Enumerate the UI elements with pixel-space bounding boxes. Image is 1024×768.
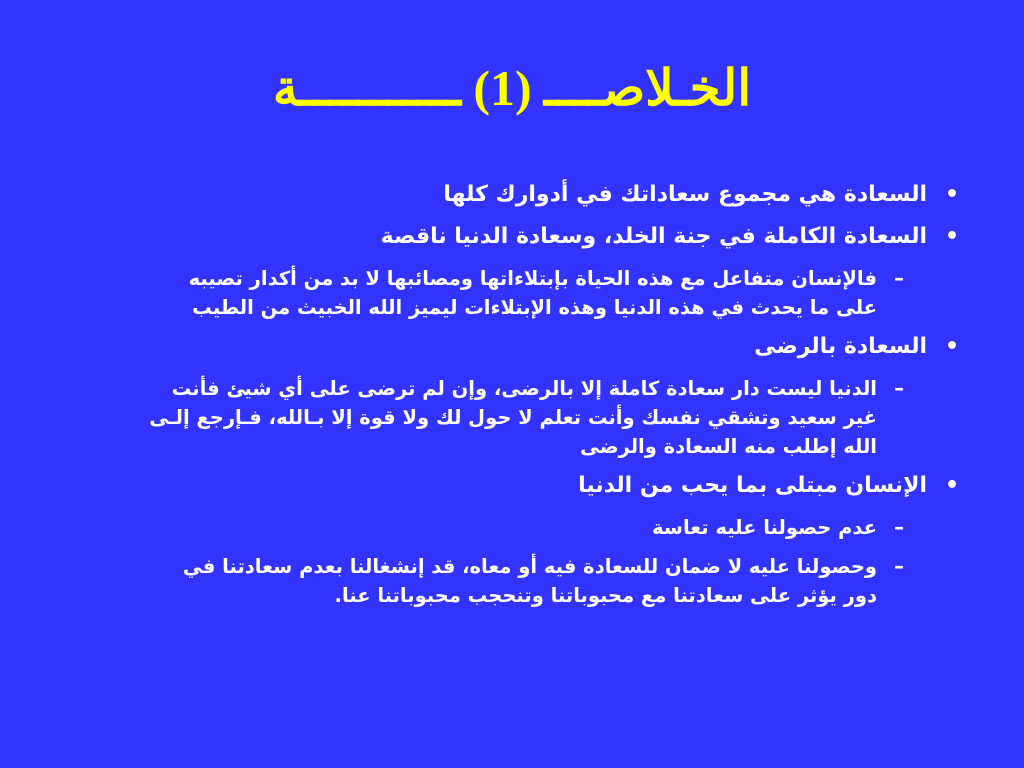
dash-icon: – [894,515,904,539]
dash-icon: – [894,266,904,290]
bullet-item [52,222,972,251]
bullet-text: الإنسان مبتلى بما يحب من الدنيا [578,473,927,498]
sub-bullet-item [52,552,972,610]
slide-content [52,180,972,620]
sub-bullet-line: وحصولنا عليه لا ضمان للسعادة فيه أو معاه، قد إنشغالنا بعدم سعادتنا في [182,555,877,578]
bullet-item [52,471,972,500]
sub-bullet-item [52,374,972,461]
sub-bullet-item [52,264,972,322]
bullet-text: السعادة الكاملة في جنة الخلد، وسعادة الدنيا ناقصة [380,224,927,249]
bullet-text: السعادة بالرضى [754,334,927,359]
bullet-icon: • [944,224,959,249]
bullet-icon: • [944,182,959,207]
sub-bullet-line: الله إطلب منه السعادة والرضى [580,435,877,458]
bullet-icon: • [944,334,959,359]
bullet-text: السعادة هي مجموع سعاداتك في أدوارك كلها [443,182,927,207]
bullet-item [52,332,972,361]
sub-bullet-line: عدم حصولنا عليه تعاسة [651,516,877,539]
dash-icon: – [894,554,904,578]
sub-bullet-line: فالإنسان متفاعل مع هذه الحياة بإبتلاءاتها ومصائبها لا بد من أكدار تصيبه [188,267,877,290]
slide-title: الخـلاصــــ (1) ـــــــــــة [272,60,752,116]
sub-bullet-item [52,513,972,542]
sub-bullet-line: الدنيا ليست دار سعادة كاملة إلا بالرضى، وإن لم ترضى على أي شيئ فأنت [171,377,877,400]
sub-bullet-line: غير سعيد وتشقي نفسك وأنت تعلم لا حول لك ولا قوة إلا بـالله، فـإرجع إلـى [149,406,877,429]
dash-icon: – [894,376,904,400]
sub-bullet-line: على ما يحدث في هذه الدنيا وهذه الإبتلاءات ليميز الله الخبيث من الطيب [192,296,877,319]
bullet-icon: • [944,473,959,498]
sub-bullet-line: دور يؤثر على سعادتنا مع محبوباتنا وتنحجب محبوباتنا عنا. [334,584,877,607]
bullet-item [52,180,972,209]
